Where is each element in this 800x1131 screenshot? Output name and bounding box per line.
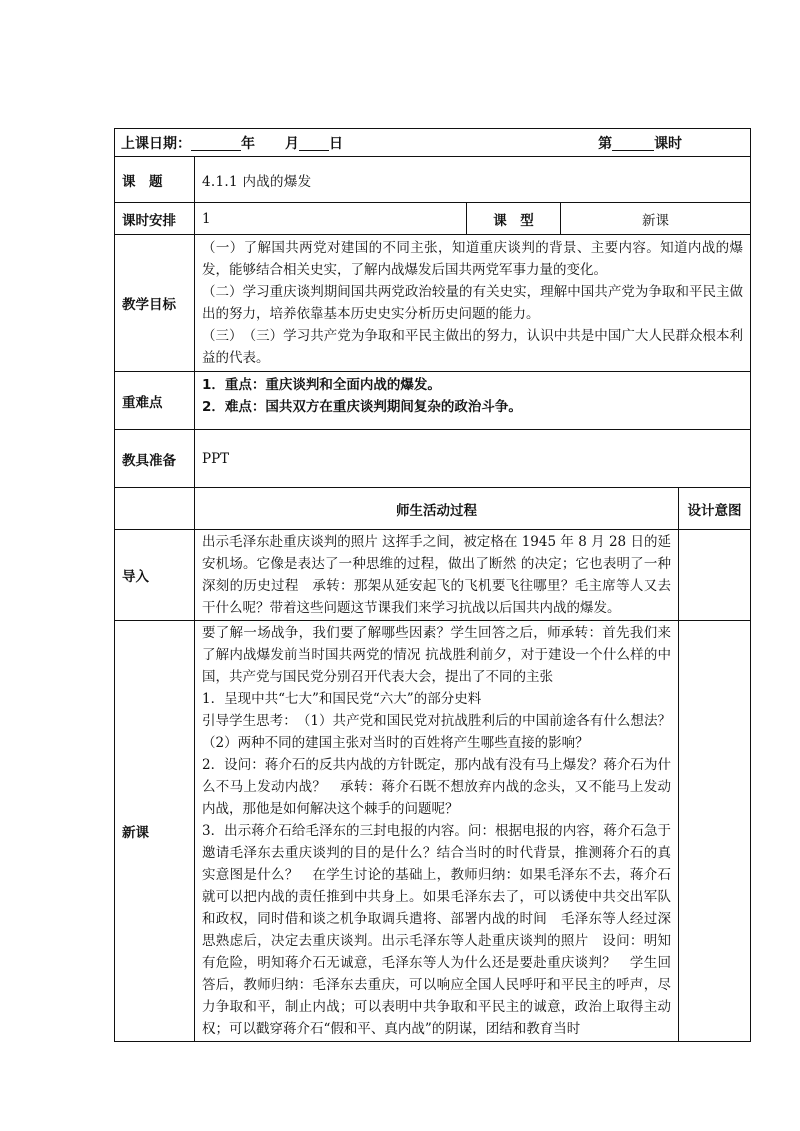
date-line (121, 130, 744, 156)
new-lesson-para-4: 2．设问：蒋介石的反共内战的方针既定，那内战有没有马上爆发？蒋介石为什么不马上发动内战？ 承转：蒋介石既不想放弃内战的念头，又不能马上发动内战，那他是如何解决这个棘手的问题呢？ (202, 757, 671, 817)
process-header: 师生活动过程 (195, 488, 679, 530)
date-row (115, 129, 751, 157)
new-lesson-para-1: 要了解一场战争，我们要了解哪些因素？学生回答之后，师承转：首先我们来了解内战爆发前当时国共两党的情况 抗战胜利前夕，对于建设一个什么样的中国，共产党与国民党分别召开代表大会，提出了不同的主张 (202, 625, 671, 685)
new-lesson-cell (195, 621, 685, 1042)
period-suffix: 课时 (654, 135, 683, 152)
intent-header: 设计意图 (679, 488, 751, 530)
materials-value: PPT (195, 430, 751, 488)
goal-item-1: （一）了解国共两党对建国的不同主张，知道重庆谈判的背景、主要内容。知道内战的爆发，能够结合相关史实，了解内战爆发后国共两党军事力量的变化。 (202, 240, 744, 278)
new-lesson-para-5: 3．出示蒋介石给毛泽东的三封电报的内容。问：根据电报的内容，蒋介石急于邀请毛泽东去重庆谈判的目的是什么？结合当时的时代背景，推测蒋介石的真实意图是什么？ 在学生讨论的基础上，教师归纳：如果毛泽东不去，蒋介石就可以把内战的责任推到中共身上。如果毛泽东去了，可以诱使中共交出军队和政权，同时借和谈之机争取调兵遣将、部署内战的时间 毛泽东等人经过深思熟虑后，决定去重庆谈判。出示毛泽东等人赴重庆谈判的照片 设问：明知有危险，明知蒋介石无诚意，毛泽东等人为什么还是要赴重庆谈判？ 学生回答后，教师归纳：毛泽东去重庆，可以响应全国人民呼吁和平民主的呼声，尽力争取和平，制止内战；可以表明中共争取和平民主的诚意，政治上取得主动权；可以戳穿蒋介石“假和平、真内战”的阴谋，团结和教育当时 (202, 823, 671, 1037)
month-label: 月 (285, 135, 299, 152)
goal-item-2: （二）学习重庆谈判期间国共两党政治较量的有关史实，理解中国共产党为争取和平民主做出的努力，培养依靠基本历史史实分析历史问题的能力。 (202, 284, 744, 322)
date-label: 上课日期： (121, 135, 191, 152)
goals-cell (195, 235, 751, 372)
schedule-value: 1 (195, 203, 467, 235)
key-point-1: 1．重点：重庆谈判和全面内战的爆发。 (202, 377, 441, 393)
period-prefix: 第 (598, 135, 613, 152)
lesson-plan-sheet (114, 128, 750, 1042)
intro-intent (679, 530, 751, 621)
materials-label: 教具准备 (115, 430, 195, 488)
intro-cell (195, 530, 679, 621)
day-label: 日 (329, 135, 343, 152)
topic-row (115, 157, 751, 203)
new-lesson-para-3: 引导学生思考： （1）共产党和国民党对抗战胜利后的中国前途各有什么想法？ （2）两种不同的建国主张对当时的百姓将产生哪些直接的影响？ (202, 713, 685, 751)
process-header-empty (115, 488, 195, 530)
lesson-plan-table (114, 128, 751, 1042)
new-lesson-para-2: 1．呈现中共“七大”和国民党“六大”的部分史料 (202, 691, 482, 707)
goal-item-3: （三） （三）学习共产党为争取和平民主做出的努力，认识中共是中国广大人民群众根本利益的代表。 (202, 328, 744, 366)
day-blank[interactable] (299, 134, 329, 151)
key-points-row (115, 372, 751, 430)
process-header-row (115, 488, 751, 530)
new-lesson-intent (679, 621, 751, 1042)
topic-label: 课 题 (115, 157, 195, 203)
year-label: 年 (241, 135, 255, 152)
intro-row (115, 530, 751, 621)
topic-value: 4.1.1 内战的爆发 (195, 157, 751, 203)
schedule-label: 课时安排 (115, 203, 195, 235)
intro-label: 导入 (115, 530, 195, 621)
schedule-row (115, 203, 751, 235)
new-lesson-row (115, 621, 751, 1042)
intro-text: 出示毛泽东赴重庆谈判的照片 这挥手之间，被定格在 1945 年 8 月 28 日的延安机场。它像是表达了一种思维的过程，做出了断然 的决定；它也表明了一种深刻的历史过程 承转：那架从延安起飞的飞机要飞往哪里？毛主席等人又去干什么呢？带着这些问题这节课我们来学习抗战以后国共内战的爆发。 (202, 534, 671, 616)
goals-row (115, 235, 751, 372)
new-lesson-label: 新课 (115, 621, 195, 1042)
goals-label: 教学目标 (115, 235, 195, 372)
type-label: 课 型 (467, 203, 561, 235)
year-blank[interactable] (191, 134, 241, 151)
materials-row (115, 430, 751, 488)
key-point-2: 2．难点：国共双方在重庆谈判期间复杂的政治斗争。 (202, 399, 522, 415)
period-blank[interactable] (612, 134, 654, 151)
key-points-label: 重难点 (115, 372, 195, 430)
type-value: 新课 (561, 203, 751, 235)
key-points-cell (195, 372, 751, 430)
